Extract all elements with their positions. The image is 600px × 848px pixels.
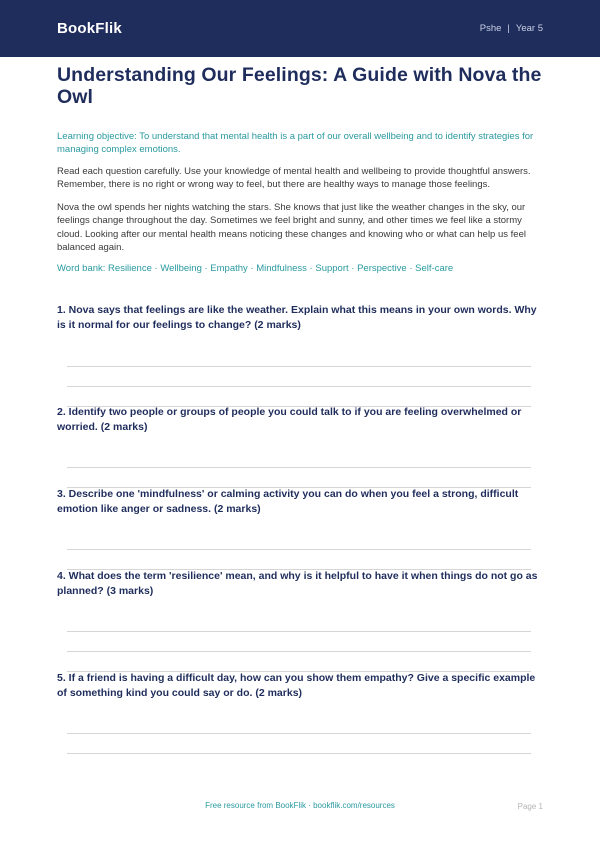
- answer-line[interactable]: [67, 549, 531, 550]
- answer-line[interactable]: [67, 366, 531, 367]
- learning-objective: Learning objective: To understand that mental health is a part of our overall wellbeing and to identify strategies for managing complex emotions.: [57, 131, 534, 155]
- question-text: 1. Nova says that feelings are like the weather. Explain what this means in your own words. Why is it normal for our feelings to change? (2 marks): [57, 304, 537, 331]
- answer-line[interactable]: [67, 467, 531, 468]
- question-4: [57, 569, 543, 598]
- intro-section: [57, 64, 543, 274]
- year-label: Year 5: [515, 23, 543, 34]
- question-1: [57, 303, 543, 332]
- footer-credit: Free resource from BookFlik · bookflik.com/resources: [205, 801, 395, 810]
- story-paragraph: Nova the owl spends her nights watching the stars. She knows that just like the weather changes in the sky, our feelings change throughout the day. Sometimes we feel bright and sunny, and other times we feel like a stormy cloud. Looking after our mental health means noticing these changes and knowing who or what can help us feel balanced again.: [57, 201, 526, 254]
- page-header: [0, 0, 600, 57]
- question-3: [57, 487, 543, 516]
- question-2: [57, 405, 543, 434]
- page-number: Page 1: [517, 802, 543, 811]
- word-bank: Word bank: Resilience · Wellbeing · Empathy · Mindfulness · Support · Perspective · Self-care: [57, 263, 454, 275]
- answer-line[interactable]: [67, 651, 531, 652]
- brand-logo: BookFlik: [57, 20, 122, 37]
- answer-line[interactable]: [67, 753, 531, 754]
- question-text: 2. Identify two people or groups of people you could talk to if you are feeling overwhelmed or worried. (2 marks): [57, 406, 522, 433]
- question-text: 5. If a friend is having a difficult day, how can you show them empathy? Give a specific example of something kind you could say or do. (2 marks): [57, 672, 536, 699]
- question-text: 3. Describe one 'mindfulness' or calming activity you can do when you feel a strong, difficult emotion like anger or sadness. (2 marks): [57, 488, 519, 515]
- worksheet-title: Understanding Our Feelings: A Guide with Nova the Owl: [57, 64, 542, 108]
- subject-label: Pshe: [479, 23, 502, 34]
- question-5: [57, 671, 543, 700]
- question-text: 4. What does the term 'resilience' mean, and why is it helpful to have it when things do not go as planned? (3 marks): [57, 570, 538, 597]
- answer-line[interactable]: [67, 733, 531, 734]
- instructions-paragraph: Read each question carefully. Use your knowledge of mental health and wellbeing to provide thoughtful answers. Remember, there is no right or wrong way to feel, but there are healthy ways to manage those feelings.: [57, 166, 531, 191]
- subject-year: [480, 23, 543, 34]
- answer-line[interactable]: [67, 386, 531, 387]
- answer-line[interactable]: [67, 631, 531, 632]
- meta-separator: |: [507, 23, 510, 34]
